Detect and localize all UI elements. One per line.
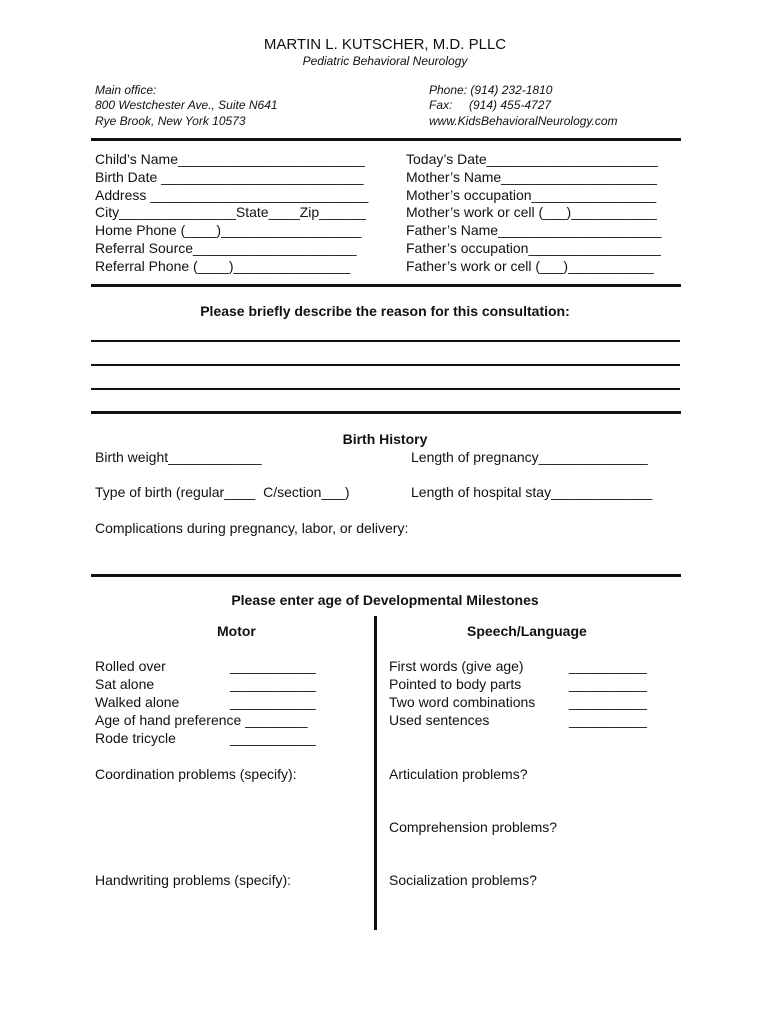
rolled-over-blank[interactable]: ___________ [230, 658, 316, 674]
divider-info [91, 284, 681, 287]
divider-birth [91, 574, 681, 577]
fathers-work-cell-field[interactable]: Father’s work or cell (___)___________ [406, 257, 654, 274]
used-sentences-label: Used sentences [389, 712, 490, 728]
info-left-column [95, 150, 368, 275]
practice-name: MARTIN L. KUTSCHER, M.D. PLLC [263, 36, 507, 53]
consultation-line-3[interactable] [91, 388, 680, 390]
socialization-label: Socialization problems? [389, 872, 537, 888]
fathers-occupation-field[interactable]: Father’s occupation_________________ [406, 239, 661, 256]
referral-phone-field[interactable]: Referral Phone (____)_______________ [95, 257, 351, 274]
used-sentences-blank[interactable]: __________ [569, 712, 647, 728]
first-words-blank[interactable]: __________ [569, 658, 647, 674]
first-words-label: First words (give age) [389, 658, 524, 674]
comprehension-label: Comprehension problems? [389, 819, 558, 835]
city-state-zip-field[interactable]: City_______________State____Zip______ [95, 204, 366, 221]
birth-history-heading: Birth History [342, 431, 428, 447]
length-pregnancy-field[interactable]: Length of pregnancy______________ [411, 449, 648, 465]
walked-alone-blank[interactable]: ___________ [230, 694, 316, 710]
walked-alone-label: Walked alone [95, 694, 180, 710]
body-parts-blank[interactable]: __________ [569, 676, 647, 692]
mothers-work-cell-field[interactable]: Mother’s work or cell (___)___________ [406, 204, 657, 221]
divider-consultation [91, 411, 681, 414]
specialty: Pediatric Behavioral Neurology [302, 54, 468, 68]
info-right-column [406, 150, 662, 275]
fathers-name-field[interactable]: Father’s Name_____________________ [406, 222, 662, 239]
phone: Phone: (914) 232-1810 [429, 83, 553, 97]
fax: Fax: (914) 455-4727 [429, 98, 552, 112]
rode-tricycle-blank[interactable]: ___________ [230, 730, 316, 746]
speech-heading: Speech/Language [467, 623, 587, 639]
mothers-occupation-field[interactable]: Mother’s occupation________________ [406, 186, 657, 203]
mothers-name-field[interactable]: Mother’s Name____________________ [406, 168, 657, 185]
handwriting-label: Handwriting problems (specify): [95, 872, 292, 888]
body-parts-label: Pointed to body parts [389, 676, 522, 692]
type-of-birth-field[interactable]: Type of birth (regular____ C/section___) [95, 484, 350, 500]
milestones-heading: Please enter age of Developmental Milestones [231, 592, 539, 608]
consultation-line-2[interactable] [91, 364, 680, 366]
divider-top [91, 138, 681, 141]
rolled-over-label: Rolled over [95, 658, 166, 674]
sat-alone-blank[interactable]: ___________ [230, 676, 316, 692]
birth-date-field[interactable]: Birth Date __________________________ [95, 168, 364, 185]
address-field[interactable]: Address ____________________________ [95, 186, 369, 203]
motor-heading: Motor [217, 623, 256, 639]
address-line1: 800 Westchester Ave., Suite N641 [95, 98, 278, 112]
birth-weight-field[interactable]: Birth weight____________ [95, 449, 262, 465]
complications-label: Complications during pregnancy, labor, or delivery: [95, 520, 409, 536]
office-label: Main office: [95, 83, 157, 97]
hand-preference-field[interactable]: Age of hand preference ________ [95, 712, 308, 728]
sat-alone-label: Sat alone [95, 676, 155, 692]
todays-date-field[interactable]: Today’s Date______________________ [406, 151, 658, 167]
website: www.KidsBehavioralNeurology.com [429, 114, 618, 128]
rode-tricycle-label: Rode tricycle [95, 730, 176, 746]
two-word-label: Two word combinations [389, 694, 536, 710]
length-hospital-field[interactable]: Length of hospital stay_____________ [411, 484, 653, 500]
consultation-heading: Please briefly describe the reason for this consultation: [200, 303, 570, 319]
address-line2: Rye Brook, New York 10573 [95, 114, 246, 128]
consultation-line-1[interactable] [91, 340, 680, 342]
referral-source-field[interactable]: Referral Source_____________________ [95, 239, 357, 256]
home-phone-field[interactable]: Home Phone (____)__________________ [95, 222, 362, 239]
milestones-column-divider [374, 616, 377, 930]
two-word-blank[interactable]: __________ [569, 694, 647, 710]
coordination-label: Coordination problems (specify): [95, 766, 297, 782]
child-name-field[interactable]: Child’s Name________________________ [95, 151, 365, 167]
articulation-label: Articulation problems? [389, 766, 528, 782]
